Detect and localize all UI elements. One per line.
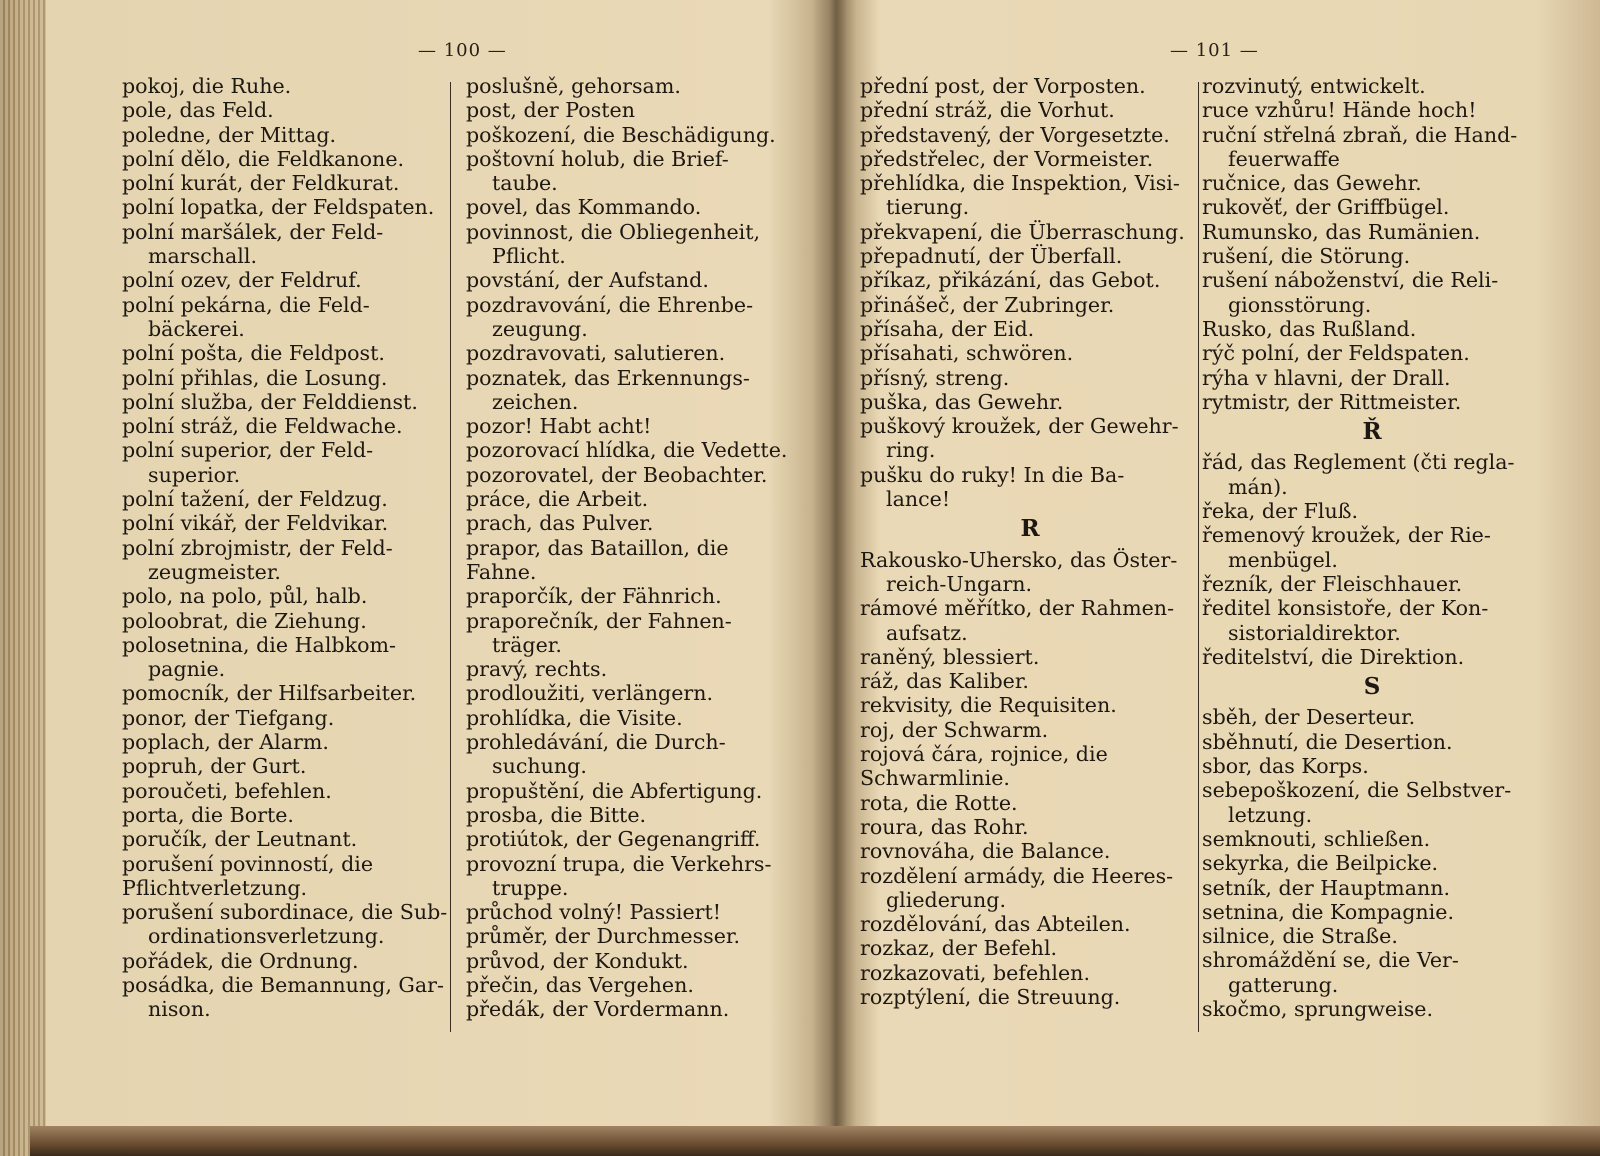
- dictionary-entry: posádka, die Bemannung, Gar-: [122, 972, 444, 997]
- dictionary-entry: poručík, der Leutnant.: [122, 827, 358, 852]
- dictionary-entry: Rusko, das Rußland.: [1202, 316, 1417, 341]
- dictionary-entry: post, der Posten: [466, 98, 635, 123]
- entry-continuation: reich-Ungarn.: [886, 571, 1033, 596]
- entry-continuation: gliederung.: [886, 887, 1007, 912]
- dictionary-entry: poroučeti, befehlen.: [122, 778, 332, 803]
- dictionary-entry: polní ozev, der Feldruf.: [122, 268, 362, 293]
- dictionary-entry: setnina, die Kompagnie.: [1202, 899, 1455, 924]
- column-rule: [1198, 82, 1199, 1032]
- entry-continuation: truppe.: [492, 875, 569, 900]
- dictionary-entry: polní vikář, der Feldvikar.: [122, 511, 389, 536]
- entry-continuation: sistorialdirektor.: [1228, 620, 1401, 645]
- entry-continuation: superior.: [148, 462, 241, 487]
- section-letter: Ř: [1362, 418, 1382, 446]
- entry-continuation: letzung.: [1228, 802, 1313, 827]
- dictionary-entry: poledne, der Mittag.: [122, 122, 337, 147]
- dictionary-entry: rušení náboženství, die Reli-: [1202, 268, 1499, 293]
- dictionary-entry: polní dělo, die Feldkanone.: [122, 146, 405, 171]
- dictionary-entry: pozorovací hlídka, die Vedette.: [466, 438, 788, 463]
- dictionary-entry: polní tažení, der Feldzug.: [122, 487, 388, 512]
- right-column-1: [860, 74, 1200, 1009]
- dictionary-entry: předák, der Vordermann.: [466, 997, 730, 1022]
- dictionary-entry: prach, das Pulver.: [466, 511, 654, 536]
- dictionary-entry: skočmo, sprungweise.: [1202, 996, 1434, 1021]
- dictionary-entry: ruce vzhůru! Hände hoch!: [1202, 98, 1477, 123]
- dictionary-entry: průchod volný! Passiert!: [466, 900, 722, 925]
- dictionary-entry: přední post, der Vorposten.: [860, 74, 1146, 98]
- dictionary-entry: porta, die Borte.: [122, 802, 294, 827]
- dictionary-entry: rukověť, der Griffbügel.: [1202, 195, 1450, 220]
- dictionary-entry: překvapení, die Überraschung.: [860, 219, 1185, 244]
- dictionary-entry: Fahne.: [466, 559, 537, 584]
- dictionary-entry: praporečník, der Fahnen-: [466, 608, 732, 633]
- entry-continuation: menbügel.: [1228, 547, 1338, 572]
- dictionary-entry: řeka, der Fluß.: [1202, 499, 1359, 524]
- dictionary-entry: pokoj, die Ruhe.: [122, 74, 292, 98]
- dictionary-entry: pozdravovati, salutieren.: [466, 341, 726, 366]
- dictionary-entry: silnice, die Straße.: [1202, 924, 1398, 949]
- right-column-2: [1202, 74, 1542, 1021]
- dictionary-entry: povinnost, die Obliegenheit,: [466, 219, 761, 244]
- dictionary-entry: ráž, das Kaliber.: [860, 669, 1029, 694]
- dictionary-entry: pořádek, die Ordnung.: [122, 948, 359, 973]
- entry-continuation: aufsatz.: [886, 620, 968, 645]
- dictionary-entry: pomocník, der Hilfsarbeiter.: [122, 681, 417, 706]
- dictionary-entry: rojová čára, rojnice, die: [860, 742, 1108, 767]
- dictionary-entry: ředitel konsistoře, der Kon-: [1202, 596, 1489, 621]
- dictionary-entry: rota, die Rotte.: [860, 790, 1018, 815]
- dictionary-entry: puškový kroužek, der Gewehr-: [860, 414, 1179, 439]
- dictionary-entry: roj, der Schwarm.: [860, 717, 1049, 742]
- dictionary-entry: polosetnina, die Halbkom-: [122, 632, 396, 657]
- dictionary-entry: setník, der Hauptmann.: [1202, 875, 1451, 900]
- dictionary-entry: popruh, der Gurt.: [122, 754, 307, 779]
- dictionary-entry: povstání, der Aufstand.: [466, 268, 709, 293]
- dictionary-entry: přísaha, der Eid.: [860, 316, 1035, 341]
- entry-continuation: ring.: [886, 438, 936, 463]
- dictionary-entry: poštovní holub, die Brief-: [466, 146, 729, 171]
- entry-continuation: feuerwaffe: [1228, 146, 1340, 171]
- dictionary-entry: raněný, blessiert.: [860, 644, 1040, 669]
- dictionary-entry: rekvisity, die Requisiten.: [860, 693, 1117, 718]
- dictionary-entry: rozvinutý, entwickelt.: [1202, 74, 1426, 98]
- column-rule: [450, 82, 451, 1032]
- dictionary-entry: praporčík, der Fähnrich.: [466, 584, 722, 609]
- dictionary-entry: polní pekárna, die Feld-: [122, 292, 370, 317]
- dictionary-entry: protiútok, der Gegenangriff.: [466, 827, 761, 852]
- dictionary-entry: přehlídka, die Inspektion, Visi-: [860, 171, 1180, 196]
- entry-continuation: zeugung.: [492, 316, 588, 341]
- dictionary-entry: sekyrka, die Beilpicke.: [1202, 851, 1439, 876]
- dictionary-entry: ředitelství, die Direktion.: [1202, 644, 1465, 669]
- dictionary-entry: roura, das Rohr.: [860, 814, 1029, 839]
- left-page: [46, 0, 840, 1130]
- dictionary-entry: průvod, der Kondukt.: [466, 948, 689, 973]
- dictionary-entry: ruční střelná zbraň, die Hand-: [1202, 122, 1518, 147]
- dictionary-entry: práce, die Arbeit.: [466, 487, 649, 512]
- book-bottom-edge: [30, 1126, 1600, 1156]
- dictionary-entry: řezník, der Fleischhauer.: [1202, 571, 1463, 596]
- dictionary-entry: polní kurát, der Feldkurat.: [122, 171, 400, 196]
- dictionary-entry: polní služba, der Felddienst.: [122, 389, 418, 414]
- page-number-left: — 100 —: [418, 40, 507, 61]
- entry-continuation: zeichen.: [492, 389, 579, 414]
- dictionary-entry: poznatek, das Erkennungs-: [466, 365, 750, 390]
- dictionary-entry: příkaz, přikázání, das Gebot.: [860, 268, 1161, 293]
- dictionary-entry: pole, das Feld.: [122, 98, 274, 123]
- page-number-right: — 101 —: [1170, 40, 1259, 61]
- dictionary-entry: polní maršálek, der Feld-: [122, 219, 384, 244]
- dictionary-entry: předstřelec, der Vormeister.: [860, 146, 1154, 171]
- dictionary-entry: sběh, der Deserteur.: [1202, 705, 1416, 730]
- dictionary-entry: prohledávání, die Durch-: [466, 730, 726, 755]
- dictionary-entry: Pflichtverletzung.: [122, 875, 308, 900]
- dictionary-entry: rýč polní, der Feldspaten.: [1202, 341, 1470, 366]
- dictionary-entry: porušení subordinace, die Sub-: [122, 900, 448, 925]
- dictionary-entry: rozptýlení, die Streuung.: [860, 984, 1121, 1009]
- dictionary-entry: přinášeč, der Zubringer.: [860, 292, 1115, 317]
- dictionary-entry: rýha v hlavni, der Drall.: [1202, 365, 1451, 390]
- dictionary-entry: polní superior, der Feld-: [122, 438, 374, 463]
- entry-continuation: träger.: [492, 632, 562, 657]
- dictionary-entry: pozor! Habt acht!: [466, 414, 652, 439]
- dictionary-entry: pravý, rechts.: [466, 657, 608, 682]
- dictionary-entry: Rakousko-Uhersko, das Öster-: [860, 547, 1178, 572]
- left-column-2: [466, 74, 806, 1022]
- dictionary-entry: rozdělení armády, die Heeres-: [860, 863, 1174, 888]
- dictionary-entry: polní přihlas, die Losung.: [122, 365, 388, 390]
- dictionary-entry: propuštění, die Abfertigung.: [466, 778, 763, 803]
- dictionary-entry: polo, na polo, půl, halb.: [122, 584, 368, 609]
- dictionary-entry: přísný, streng.: [860, 365, 1010, 390]
- dictionary-entry: průměr, der Durchmesser.: [466, 924, 741, 949]
- dictionary-entry: prosba, die Bitte.: [466, 802, 647, 827]
- dictionary-entry: prapor, das Bataillon, die: [466, 535, 729, 560]
- dictionary-entry: puška, das Gewehr.: [860, 389, 1064, 414]
- dictionary-entry: poškození, die Beschädigung.: [466, 122, 776, 147]
- dictionary-entry: rozkaz, der Befehl.: [860, 936, 1058, 961]
- entry-continuation: marschall.: [148, 244, 258, 269]
- dictionary-entry: rozdělování, das Abteilen.: [860, 912, 1131, 937]
- entry-continuation: Pflicht.: [492, 244, 566, 269]
- entry-continuation: gionsstörung.: [1228, 292, 1372, 317]
- dictionary-entry: sbor, das Korps.: [1202, 754, 1369, 779]
- dictionary-entry: ručnice, das Gewehr.: [1202, 171, 1422, 196]
- dictionary-entry: sběhnutí, die Desertion.: [1202, 729, 1453, 754]
- right-page: [840, 0, 1600, 1130]
- section-letter: S: [1363, 673, 1381, 701]
- entry-continuation: gatterung.: [1228, 972, 1339, 997]
- dictionary-entry: přední stráž, die Vorhut.: [860, 98, 1115, 123]
- dictionary-entry: porušení povinností, die: [122, 851, 374, 876]
- dictionary-entry: polní lopatka, der Feldspaten.: [122, 195, 435, 220]
- dictionary-entry: přepadnutí, der Überfall.: [860, 244, 1123, 269]
- dictionary-entry: rušení, die Störung.: [1202, 244, 1411, 269]
- entry-continuation: taube.: [492, 171, 558, 196]
- dictionary-entry: ponor, der Tiefgang.: [122, 705, 335, 730]
- dictionary-entry: řád, das Reglement (čti regla-: [1202, 450, 1515, 475]
- dictionary-entry: polní stráž, die Feldwache.: [122, 414, 403, 439]
- section-letter: R: [1020, 515, 1040, 543]
- dictionary-entry: sebepoškození, die Selbstver-: [1202, 778, 1512, 803]
- dictionary-entry: rovnováha, die Balance.: [860, 839, 1111, 864]
- dictionary-entry: rámové měřítko, der Rahmen-: [860, 596, 1175, 621]
- entry-continuation: pagnie.: [148, 657, 226, 682]
- dictionary-entry: prodloužiti, verlängern.: [466, 681, 714, 706]
- entry-continuation: mán).: [1228, 474, 1288, 499]
- left-column-1: [122, 74, 462, 1022]
- entry-continuation: nison.: [148, 997, 211, 1022]
- entry-continuation: ordinationsverletzung.: [148, 924, 385, 949]
- dictionary-entry: rytmistr, der Rittmeister.: [1202, 389, 1462, 414]
- dictionary-entry: poloobrat, die Ziehung.: [122, 608, 367, 633]
- dictionary-entry: poslušně, gehorsam.: [466, 74, 681, 98]
- dictionary-entry: polní pošta, die Feldpost.: [122, 341, 385, 366]
- dictionary-entry: prohlídka, die Visite.: [466, 705, 683, 730]
- dictionary-entry: pozdravování, die Ehrenbe-: [466, 292, 754, 317]
- entry-continuation: bäckerei.: [148, 316, 245, 341]
- dictionary-entry: shromáždění se, die Ver-: [1202, 948, 1459, 973]
- dictionary-entry: provozní trupa, die Verkehrs-: [466, 851, 772, 876]
- dictionary-entry: rozkazovati, befehlen.: [860, 960, 1090, 985]
- dictionary-entry: Schwarmlinie.: [860, 766, 1010, 791]
- dictionary-entry: poplach, der Alarm.: [122, 730, 329, 755]
- entry-continuation: suchung.: [492, 754, 587, 779]
- dictionary-entry: pušku do ruky! In die Ba-: [860, 462, 1125, 487]
- entry-continuation: tierung.: [886, 195, 970, 220]
- dictionary-entry: polní zbrojmistr, der Feld-: [122, 535, 393, 560]
- dictionary-entry: Rumunsko, das Rumänien.: [1202, 219, 1481, 244]
- dictionary-entry: semknouti, schließen.: [1202, 826, 1431, 851]
- dictionary-entry: přečin, das Vergehen.: [466, 972, 694, 997]
- dictionary-entry: představený, der Vorgesetzte.: [860, 122, 1170, 147]
- dictionary-entry: pozorovatel, der Beobachter.: [466, 462, 768, 487]
- dictionary-entry: povel, das Kommando.: [466, 195, 702, 220]
- dictionary-entry: řemenový kroužek, der Rie-: [1202, 523, 1491, 548]
- entry-continuation: lance!: [886, 487, 951, 512]
- entry-continuation: zeugmeister.: [148, 559, 281, 584]
- dictionary-entry: přísahati, schwören.: [860, 341, 1074, 366]
- page-edges: [0, 0, 46, 1156]
